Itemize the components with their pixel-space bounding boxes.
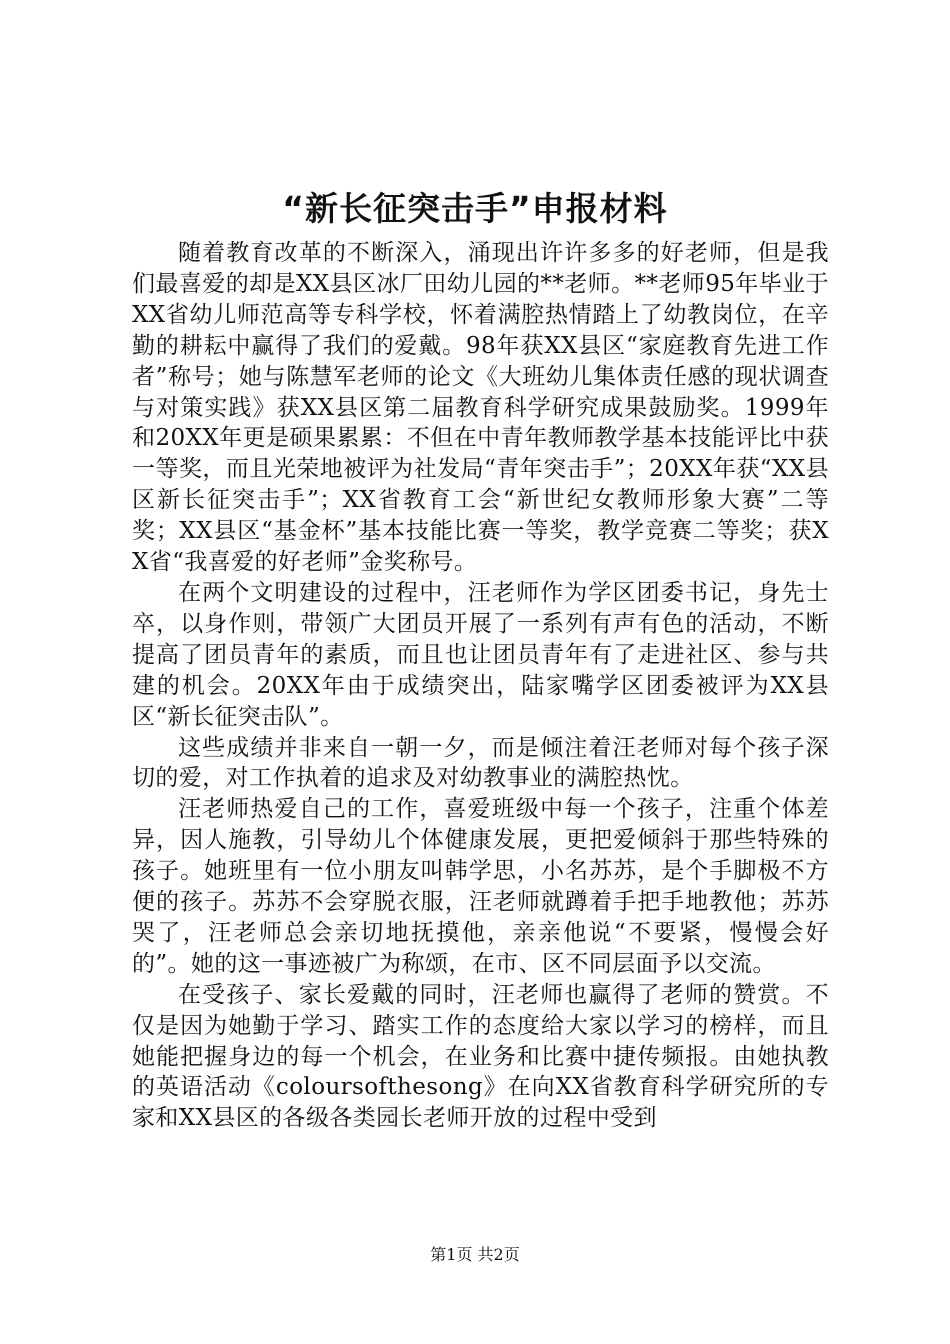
paragraph-3: 这些成绩并非来自一朝一夕，而是倾注着汪老师对每个孩子深切的爱，对工作执着的追求及对幼教事业的满腔热忱。	[132, 734, 829, 792]
document-title: “新长征突击手”申报材料	[282, 189, 668, 228]
paragraph-2: 在两个文明建设的过程中，汪老师作为学区团委书记，身先士卒，以身作则，带领广大团员开展了一系列有声有色的活动，不断提高了团员青年的素质，而且也让团员青年有了走进社区、参与共建的机会。20XX年由于成绩突出，陆家嘴学区团委被评为XX县区“新长征突击队”。	[132, 579, 829, 730]
paragraph-1: 随着教育改革的不断深入，涌现出许许多多的好老师，但是我们最喜爱的却是XX县区冰厂田幼儿园的**老师。**老师95年毕业于XX省幼儿师范高等专科学校，怀着满腔热情踏上了幼教岗位，在辛勤的耕耘中赢得了我们的爱戴。98年获XX县区“家庭教育先进工作者”称号；她与陈慧军老师的论文《大班幼儿集体责任感的现状调查与对策实践》获XX县区第二届教育科学研究成果鼓励奖。1999年和20XX年更是硕果累累：不但在中青年教师教学基本技能评比中获一等奖，而且光荣地被评为社发局“青年突击手”；20XX年获“XX县区新长征突击手”；XX省教育工会“新世纪女教师形象大赛”二等奖；XX县区“基金杯”基本技能比赛一等奖，教学竞赛二等奖；获XX省“我喜爱的好老师”金奖称号。	[132, 240, 829, 576]
page-number: 第1页 共2页	[430, 1245, 520, 1264]
paragraph-5: 在受孩子、家长爱戴的同时，汪老师也赢得了老师的赞赏。不仅是因为她勤于学习、踏实工作的态度给大家以学习的榜样，而且她能把握身边的每一个机会，在业务和比赛中捷传频报。由她执教的英语活动《coloursofthesong》在向XX省教育科学研究所的专家和XX县区的各级各类园长老师开放的过程中受到	[132, 981, 829, 1132]
paragraph-4: 汪老师热爱自己的工作，喜爱班级中每一个孩子，注重个体差异，因人施教，引导幼儿个体健康发展，更把爱倾斜于那些特殊的孩子。她班里有一位小朋友叫韩学思，小名苏苏，是个手脚极不方便的孩子。苏苏不会穿脱衣服，汪老师就蹲着手把手地教他；苏苏哭了，汪老师总会亲切地抚摸他，亲亲他说“不要紧，慢慢会好的”。她的这一事迹被广为称颂，在市、区不同层面予以交流。	[132, 796, 829, 977]
document-body	[132, 238, 829, 1134]
